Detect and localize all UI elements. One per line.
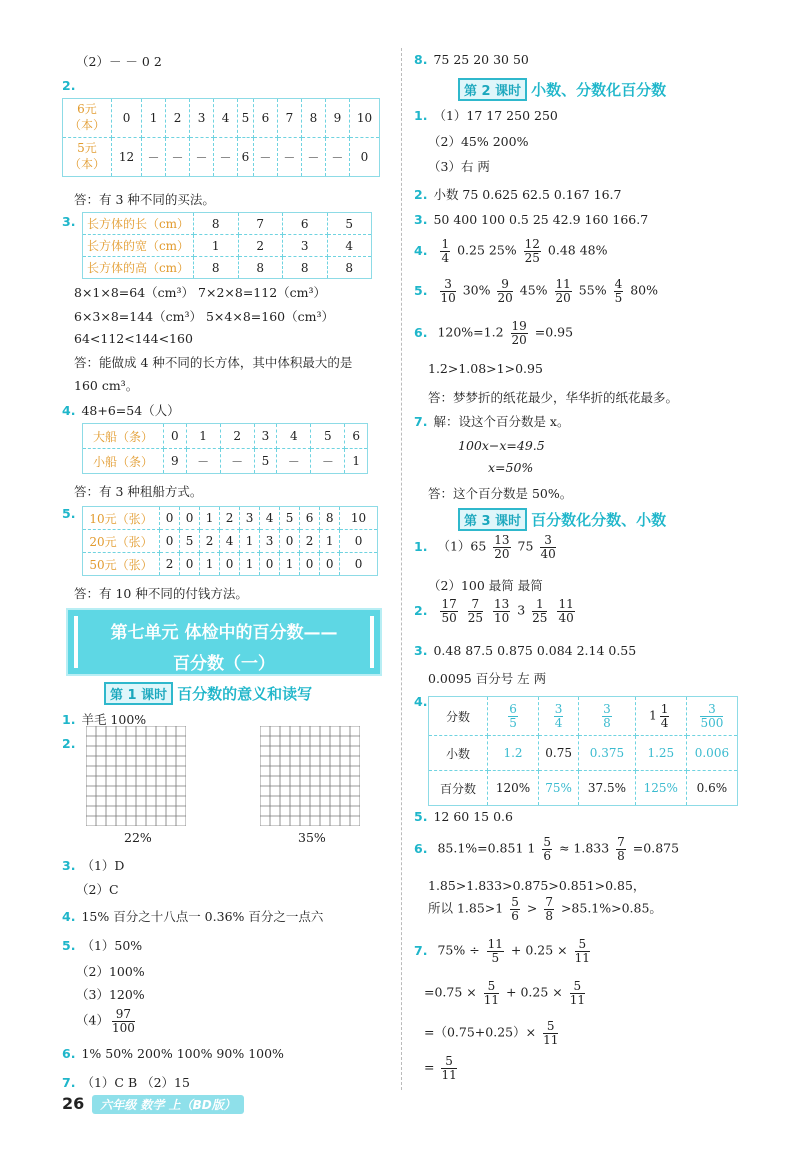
grid2-label: 35% — [298, 830, 326, 845]
q4-row-header: 大船（条） — [83, 424, 164, 449]
a6-answer: 答：梦梦折的纸花最少，华华折的纸花最多。 — [428, 390, 679, 405]
s5-b: （2）100% — [76, 964, 145, 979]
a2-text: 小数 75 0.625 62.5 0.167 16.7 — [433, 187, 622, 202]
b4-denominator: 8 — [603, 715, 611, 730]
b2-frac-1: $\frac{17}{50}$ — [441, 597, 457, 625]
b1-mid: 75 — [517, 538, 534, 554]
q2-cell: － — [166, 138, 190, 177]
s5-c: （3）120% — [76, 987, 145, 1002]
q3-number: 3. — [62, 214, 76, 229]
b2-frac-5: $\frac{11}{40}$ — [558, 597, 574, 625]
unit-title-line2: 百分数（一） — [173, 654, 275, 674]
b1-number: 1. — [414, 538, 428, 554]
lesson2-title: 小数、分数化百分数 — [531, 81, 667, 99]
unit-banner — [66, 608, 382, 676]
q2-header-line1: 5元 — [77, 141, 97, 156]
q5-cell: 8 — [320, 507, 340, 530]
q2-cell: 0 — [349, 138, 379, 177]
a6-post: =0.95 — [534, 324, 574, 340]
q2-cell: 8 — [301, 99, 325, 138]
q3-row — [83, 235, 372, 257]
a7-number: 7. — [414, 414, 428, 429]
s5-a: （1）50% — [81, 938, 143, 953]
page-footer — [62, 1094, 244, 1114]
q5-cell: 0 — [220, 553, 240, 576]
b4-decimal-cell: 0.006 — [686, 736, 737, 771]
q3-cell: 5 — [327, 213, 372, 235]
b4-header-decimal: 小数 — [429, 736, 488, 771]
b3-l1: 0.48 87.5 0.875 0.084 2.14 0.55 — [433, 643, 637, 658]
a5-frac-4: $\frac{4}{5}$ — [614, 277, 623, 305]
b7-l2-frac-2: $\frac{5}{11}$ — [569, 979, 586, 1007]
q5-cell: 0 — [160, 507, 180, 530]
q2-cell: － — [325, 138, 349, 177]
b4-row-decimal — [429, 736, 738, 771]
q3-table — [82, 212, 372, 279]
q2-cell: 6 — [238, 138, 254, 177]
a2-number: 2. — [414, 187, 428, 202]
a3-text: 50 400 100 0.5 25 42.9 160 166.7 — [433, 212, 649, 227]
b4-fraction — [660, 703, 670, 729]
q2-cell: 5 — [238, 99, 254, 138]
b6-l2: 1.85>1.833>0.875>0.851>0.85， — [428, 878, 646, 893]
q2-row — [63, 99, 380, 138]
q5-cell: 1 — [240, 553, 260, 576]
page-number: 26 — [62, 1094, 85, 1113]
b4-decimal-cell: 1.2 — [488, 736, 539, 771]
lesson3-title: 百分数化分数、小数 — [531, 511, 667, 529]
b4-decimal-cell: 0.375 — [579, 736, 636, 771]
q4-cell: 9 — [164, 449, 187, 474]
b4-percent-cell: 120% — [488, 771, 539, 806]
q4-cell: 2 — [220, 424, 254, 449]
q3-calc-1: 8×1×8=64（cm³） 7×2×8=112（cm³） — [74, 285, 327, 300]
b6-mid: ≈ 1.833 — [558, 840, 610, 856]
s5-number: 5. — [62, 938, 76, 953]
q2-cell: 4 — [214, 99, 238, 138]
a7-l1: 解：设这个百分数是 x。 — [433, 414, 570, 429]
book-title: 六年级 数学 上（BD版） — [92, 1095, 243, 1114]
q3-answer-2: 160 cm³。 — [74, 378, 139, 393]
a6-frac: $\frac{19}{20}$ — [511, 319, 527, 347]
q5-cell: 4 — [260, 507, 280, 530]
lesson2-tag: 第 2 课时 — [458, 78, 527, 101]
s4-text: 15% 百分之十八点一 0.36% 百分之一点六 — [81, 909, 324, 924]
q3-row — [83, 257, 372, 279]
q4-answer: 答：有 3 种租船方式。 — [74, 484, 203, 499]
q4-cell: 1 — [345, 449, 368, 474]
q4-cell: 1 — [186, 424, 220, 449]
b2-frac-3: $\frac{13}{10}$ — [493, 597, 510, 625]
q5-cell: 1 — [240, 530, 260, 553]
q5-cell: 2 — [200, 530, 220, 553]
b4-frac-cell — [539, 697, 579, 736]
banner-stripe-right — [370, 616, 374, 668]
a6-number: 6. — [414, 324, 428, 340]
lesson3-header — [458, 508, 666, 531]
q5-cell: 0 — [180, 507, 200, 530]
b4-fraction — [508, 703, 518, 729]
q3-compare: 64<112<144<160 — [74, 331, 193, 346]
q3-row-header: 长方体的宽（cm） — [83, 235, 194, 257]
s5-d-fraction: $\frac{97}{100}$ — [111, 1007, 135, 1035]
b6-l3-pre: 所以 1.85>1 — [428, 900, 504, 916]
b7-l1-frac-2: $\frac{5}{11}$ — [574, 937, 590, 965]
b3-number: 3. — [414, 643, 428, 658]
b1-b: （2）100 最简 最简 — [428, 578, 543, 593]
b4-fraction — [700, 703, 723, 729]
a7-answer: 答：这个百分数是 50%。 — [428, 486, 573, 501]
b4-denominator: 4 — [554, 715, 563, 730]
q2-cell: － — [190, 138, 214, 177]
s3-b: （2）C — [76, 882, 119, 897]
q4-cell: － — [311, 449, 345, 474]
s6-text: 1% 50% 200% 100% 90% 100% — [81, 1046, 284, 1061]
q2-header-line2: （本） — [68, 157, 105, 171]
a6-compare: 1.2>1.08>1>0.95 — [428, 361, 543, 376]
b4-denominator: 500 — [700, 715, 724, 730]
a3-number: 3. — [414, 212, 428, 227]
a5-pct-4: 80% — [630, 282, 658, 298]
a4-number: 4. — [414, 242, 428, 258]
q2-cell: 0 — [112, 99, 142, 138]
q5-cell: 4 — [220, 530, 240, 553]
q2-number: 2. — [62, 78, 76, 93]
b4-frac-cell — [635, 697, 686, 736]
q5-cell: 1 — [280, 553, 300, 576]
b4-denominator: 4 — [660, 715, 669, 730]
a4-frac-1: $\frac{1}{4}$ — [441, 237, 450, 265]
b4-percent-cell: 125% — [635, 771, 686, 806]
b4-numerator: 3 — [554, 701, 563, 716]
b4-table — [428, 696, 738, 806]
q3-cell: 8 — [194, 213, 239, 235]
b2-mid: 3 — [517, 602, 526, 618]
q2-row-header — [63, 99, 112, 138]
q2-cell: － — [214, 138, 238, 177]
q5-cell: 0 — [160, 530, 180, 553]
b4-denominator: 5 — [509, 715, 517, 730]
b7-l2-pre: =0.75 × — [424, 984, 477, 1000]
q5-cell: 0 — [260, 553, 280, 576]
grid1-label: 22% — [124, 830, 152, 845]
b7-l1-mid: + 0.25 × — [510, 942, 568, 958]
q5-answer: 答：有 10 种不同的付钱方法。 — [74, 586, 248, 601]
q5-row — [83, 530, 378, 553]
q2-cell: 2 — [166, 99, 190, 138]
s3-a: （1）D — [81, 858, 125, 873]
q2-cell: 6 — [253, 99, 277, 138]
b5-number: 5. — [414, 809, 428, 824]
b4-row-percent — [429, 771, 738, 806]
a7-l3: x=50% — [488, 460, 534, 475]
q2-row-header — [63, 138, 112, 177]
s6-number: 6. — [62, 1046, 76, 1061]
b6-pre: 85.1%=0.851 1 — [437, 840, 536, 856]
a5-frac-2: $\frac{9}{20}$ — [497, 277, 513, 305]
q4-cell: 5 — [254, 449, 277, 474]
q5-cell: 0 — [340, 530, 378, 553]
a6-pre: 120%=1.2 — [437, 324, 504, 340]
s4-number: 4. — [62, 909, 76, 924]
q4-cell: 5 — [311, 424, 345, 449]
b7-l1-pre: 75% ÷ — [437, 942, 480, 958]
b6-l3-mid: > — [526, 900, 538, 916]
b4-numerator: 3 — [700, 703, 723, 717]
q4-cell: － — [186, 449, 220, 474]
lesson3-tag: 第 3 课时 — [458, 508, 527, 531]
b4-number: 4. — [414, 694, 428, 709]
s3-number: 3. — [62, 858, 76, 873]
s2-number: 2. — [62, 736, 76, 751]
q5-cell: 0 — [300, 553, 320, 576]
b5-text: 12 60 15 0.6 — [433, 809, 513, 824]
a5-frac-1: $\frac{3}{10}$ — [440, 277, 456, 305]
q4-cell: － — [277, 449, 311, 474]
q5-cell: 5 — [280, 507, 300, 530]
b3-l2: 0.0095 百分号 左 两 — [428, 671, 547, 686]
q4-row — [83, 424, 368, 449]
q3-row — [83, 213, 372, 235]
q3-cell: 1 — [194, 235, 239, 257]
q2-answer: 答：有 3 种不同的买法。 — [74, 192, 215, 207]
q3-cell: 3 — [283, 235, 328, 257]
q4-cell: 4 — [277, 424, 311, 449]
b4-decimal-cell: 1.25 — [635, 736, 686, 771]
b6-number: 6. — [414, 840, 428, 856]
b1-frac-1: $\frac{13}{20}$ — [494, 533, 510, 561]
b4-frac-cell — [488, 697, 539, 736]
q5-cell: 3 — [240, 507, 260, 530]
unit-title-line1: 第七单元 体检中的百分数—— — [110, 623, 338, 643]
q5-cell: 1 — [320, 530, 340, 553]
s1-number: 1. — [62, 712, 76, 727]
a5-pct-3: 55% — [578, 282, 607, 298]
grid-35-percent — [260, 726, 360, 826]
b4-frac-cell — [579, 697, 636, 736]
q5-row-header: 10元（张） — [83, 507, 160, 530]
b4-header-percent: 百分数 — [429, 771, 488, 806]
b4-fraction — [554, 703, 564, 729]
b2-number: 2. — [414, 602, 428, 618]
b7-l3-pre: =（0.75+0.25）× — [424, 1024, 537, 1040]
q5-cell: 0 — [180, 553, 200, 576]
b6-post: =0.875 — [632, 840, 680, 856]
a5-number: 5. — [414, 282, 428, 298]
q5-cell: 2 — [160, 553, 180, 576]
lesson1-header — [104, 682, 312, 705]
b4-percent-cell: 75% — [539, 771, 579, 806]
b4-frac-cell — [686, 697, 737, 736]
q5-number: 5. — [62, 506, 76, 521]
b7-l4-pre: = — [424, 1059, 435, 1075]
q3-cell: 8 — [283, 257, 328, 279]
a1-a: （1）17 17 250 250 — [433, 108, 558, 123]
q2-cell: 9 — [325, 99, 349, 138]
b6-l3-frac-2: $\frac{7}{8}$ — [545, 895, 553, 923]
q5-cell: 0 — [340, 553, 378, 576]
b4-decimal-cell: 0.75 — [539, 736, 579, 771]
b4-percent-cell: 37.5% — [579, 771, 636, 806]
banner-stripe-left — [74, 616, 78, 668]
q5-row — [83, 553, 378, 576]
q5-cell: 0 — [320, 553, 340, 576]
q2-cell: － — [301, 138, 325, 177]
q4-cell: 6 — [345, 424, 368, 449]
q5-cell: 3 — [260, 530, 280, 553]
a7-l2: 100x−x=49.5 — [458, 438, 545, 453]
q3-calc-2: 6×3×8=144（cm³） 5×4×8=160（cm³） — [74, 309, 334, 324]
a4-end: 0.48 48% — [547, 242, 608, 258]
q5-cell: 6 — [300, 507, 320, 530]
q2-header-line1: 6元 — [77, 102, 97, 117]
lesson2-header — [458, 78, 666, 101]
s5-d-prefix: （4） — [76, 1012, 109, 1028]
b2-frac-4: $\frac{1}{25}$ — [532, 597, 548, 625]
q5-table — [82, 506, 378, 576]
q2-cell: － — [277, 138, 301, 177]
lesson1-tag: 第 1 课时 — [104, 682, 173, 705]
q5-cell: 2 — [220, 507, 240, 530]
b7-number: 7. — [414, 942, 428, 958]
a1-c: （3）右 两 — [428, 159, 490, 174]
b7-l2-mid: + 0.25 × — [506, 984, 563, 1000]
s7-text: （1）C B （2）15 — [81, 1075, 190, 1090]
a5-pct-2: 45% — [519, 282, 548, 298]
q4-table — [82, 423, 368, 474]
b6-l3-frac-1: $\frac{5}{6}$ — [511, 895, 519, 923]
r8-number: 8. — [414, 52, 428, 67]
q5-row-header: 50元（张） — [83, 553, 160, 576]
b4-mixed-whole: 1 — [649, 708, 657, 723]
q2-cell: 1 — [142, 99, 166, 138]
a4-mid: 0.25 25% — [457, 242, 517, 258]
b7-l1-frac-1: $\frac{11}{5}$ — [487, 937, 503, 965]
q2-row — [63, 138, 380, 177]
b4-header-fraction: 分数 — [429, 697, 488, 736]
grid-22-percent — [86, 726, 186, 826]
q2-table — [62, 98, 380, 177]
a5-pct-1: 30% — [462, 282, 491, 298]
b4-numerator: 1 — [660, 701, 669, 716]
b6-frac-2: $\frac{7}{8}$ — [617, 835, 625, 863]
q3-cell: 6 — [283, 213, 328, 235]
q3-cell: 8 — [327, 257, 372, 279]
q4-number: 4. — [62, 403, 76, 418]
q3-answer: 答：能做成 4 种不同的长方体，其中体积最大的是 — [74, 355, 353, 370]
r8-text: 75 25 20 30 50 — [433, 52, 529, 67]
b1-frac-2: $\frac{3}{40}$ — [540, 533, 556, 561]
b6-l3-post: >85.1%>0.85。 — [560, 900, 662, 916]
b4-numerator: 3 — [603, 701, 611, 716]
q4-text: 48+6=54（人） — [81, 403, 180, 418]
q3-cell: 4 — [327, 235, 372, 257]
q2-cell: 7 — [277, 99, 301, 138]
q3-cell: 2 — [238, 235, 283, 257]
q2-cell: 12 — [112, 138, 142, 177]
q4-cell: 0 — [164, 424, 187, 449]
a1-b: （2）45% 200% — [428, 134, 529, 149]
q3-cell: 8 — [238, 257, 283, 279]
q4-row-header: 小船（条） — [83, 449, 164, 474]
q5-cell: 10 — [340, 507, 378, 530]
q4-cell: 3 — [254, 424, 277, 449]
q5-row — [83, 507, 378, 530]
q5-cell: 5 — [180, 530, 200, 553]
q5-cell: 0 — [280, 530, 300, 553]
a1-number: 1. — [414, 108, 428, 123]
a4-frac-2: $\frac{12}{25}$ — [524, 237, 540, 265]
b4-row-fraction — [429, 697, 738, 736]
q2-cell: － — [142, 138, 166, 177]
q2-cell: 3 — [190, 99, 214, 138]
q4-cell: － — [220, 449, 254, 474]
b4-numerator: 6 — [509, 701, 517, 716]
b7-l2-frac-1: $\frac{5}{11}$ — [483, 979, 500, 1007]
q3-row-header: 长方体的长（cm） — [83, 213, 194, 235]
lesson1-title: 百分数的意义和读写 — [177, 685, 313, 703]
b1-pre: （1）65 — [437, 538, 487, 554]
b6-frac-1: $\frac{5}{6}$ — [543, 835, 551, 863]
q3-row-header: 长方体的高（cm） — [83, 257, 194, 279]
q3-cell: 8 — [194, 257, 239, 279]
a5-frac-3: $\frac{11}{20}$ — [555, 277, 571, 305]
q3-cell: 7 — [238, 213, 283, 235]
q5-cell: 1 — [200, 553, 220, 576]
q4-row — [83, 449, 368, 474]
column-divider — [401, 48, 402, 1090]
q2-cell: 10 — [349, 99, 379, 138]
s7-number: 7. — [62, 1075, 76, 1090]
s1-text: 羊毛 100% — [81, 712, 147, 727]
b7-l3-frac: $\frac{5}{11}$ — [543, 1019, 559, 1047]
q2-header-line2: （本） — [68, 118, 105, 132]
b4-percent-cell: 0.6% — [686, 771, 737, 806]
q5-cell: 1 — [200, 507, 220, 530]
b7-l4-frac: $\frac{5}{11}$ — [441, 1054, 457, 1082]
q5-cell: 2 — [300, 530, 320, 553]
b4-fraction — [602, 703, 612, 729]
q5-row-header: 20元（张） — [83, 530, 160, 553]
q2-cell: － — [253, 138, 277, 177]
q1-tail: （2）－ － 0 2 — [76, 54, 162, 69]
b2-frac-2: $\frac{7}{25}$ — [467, 597, 483, 625]
